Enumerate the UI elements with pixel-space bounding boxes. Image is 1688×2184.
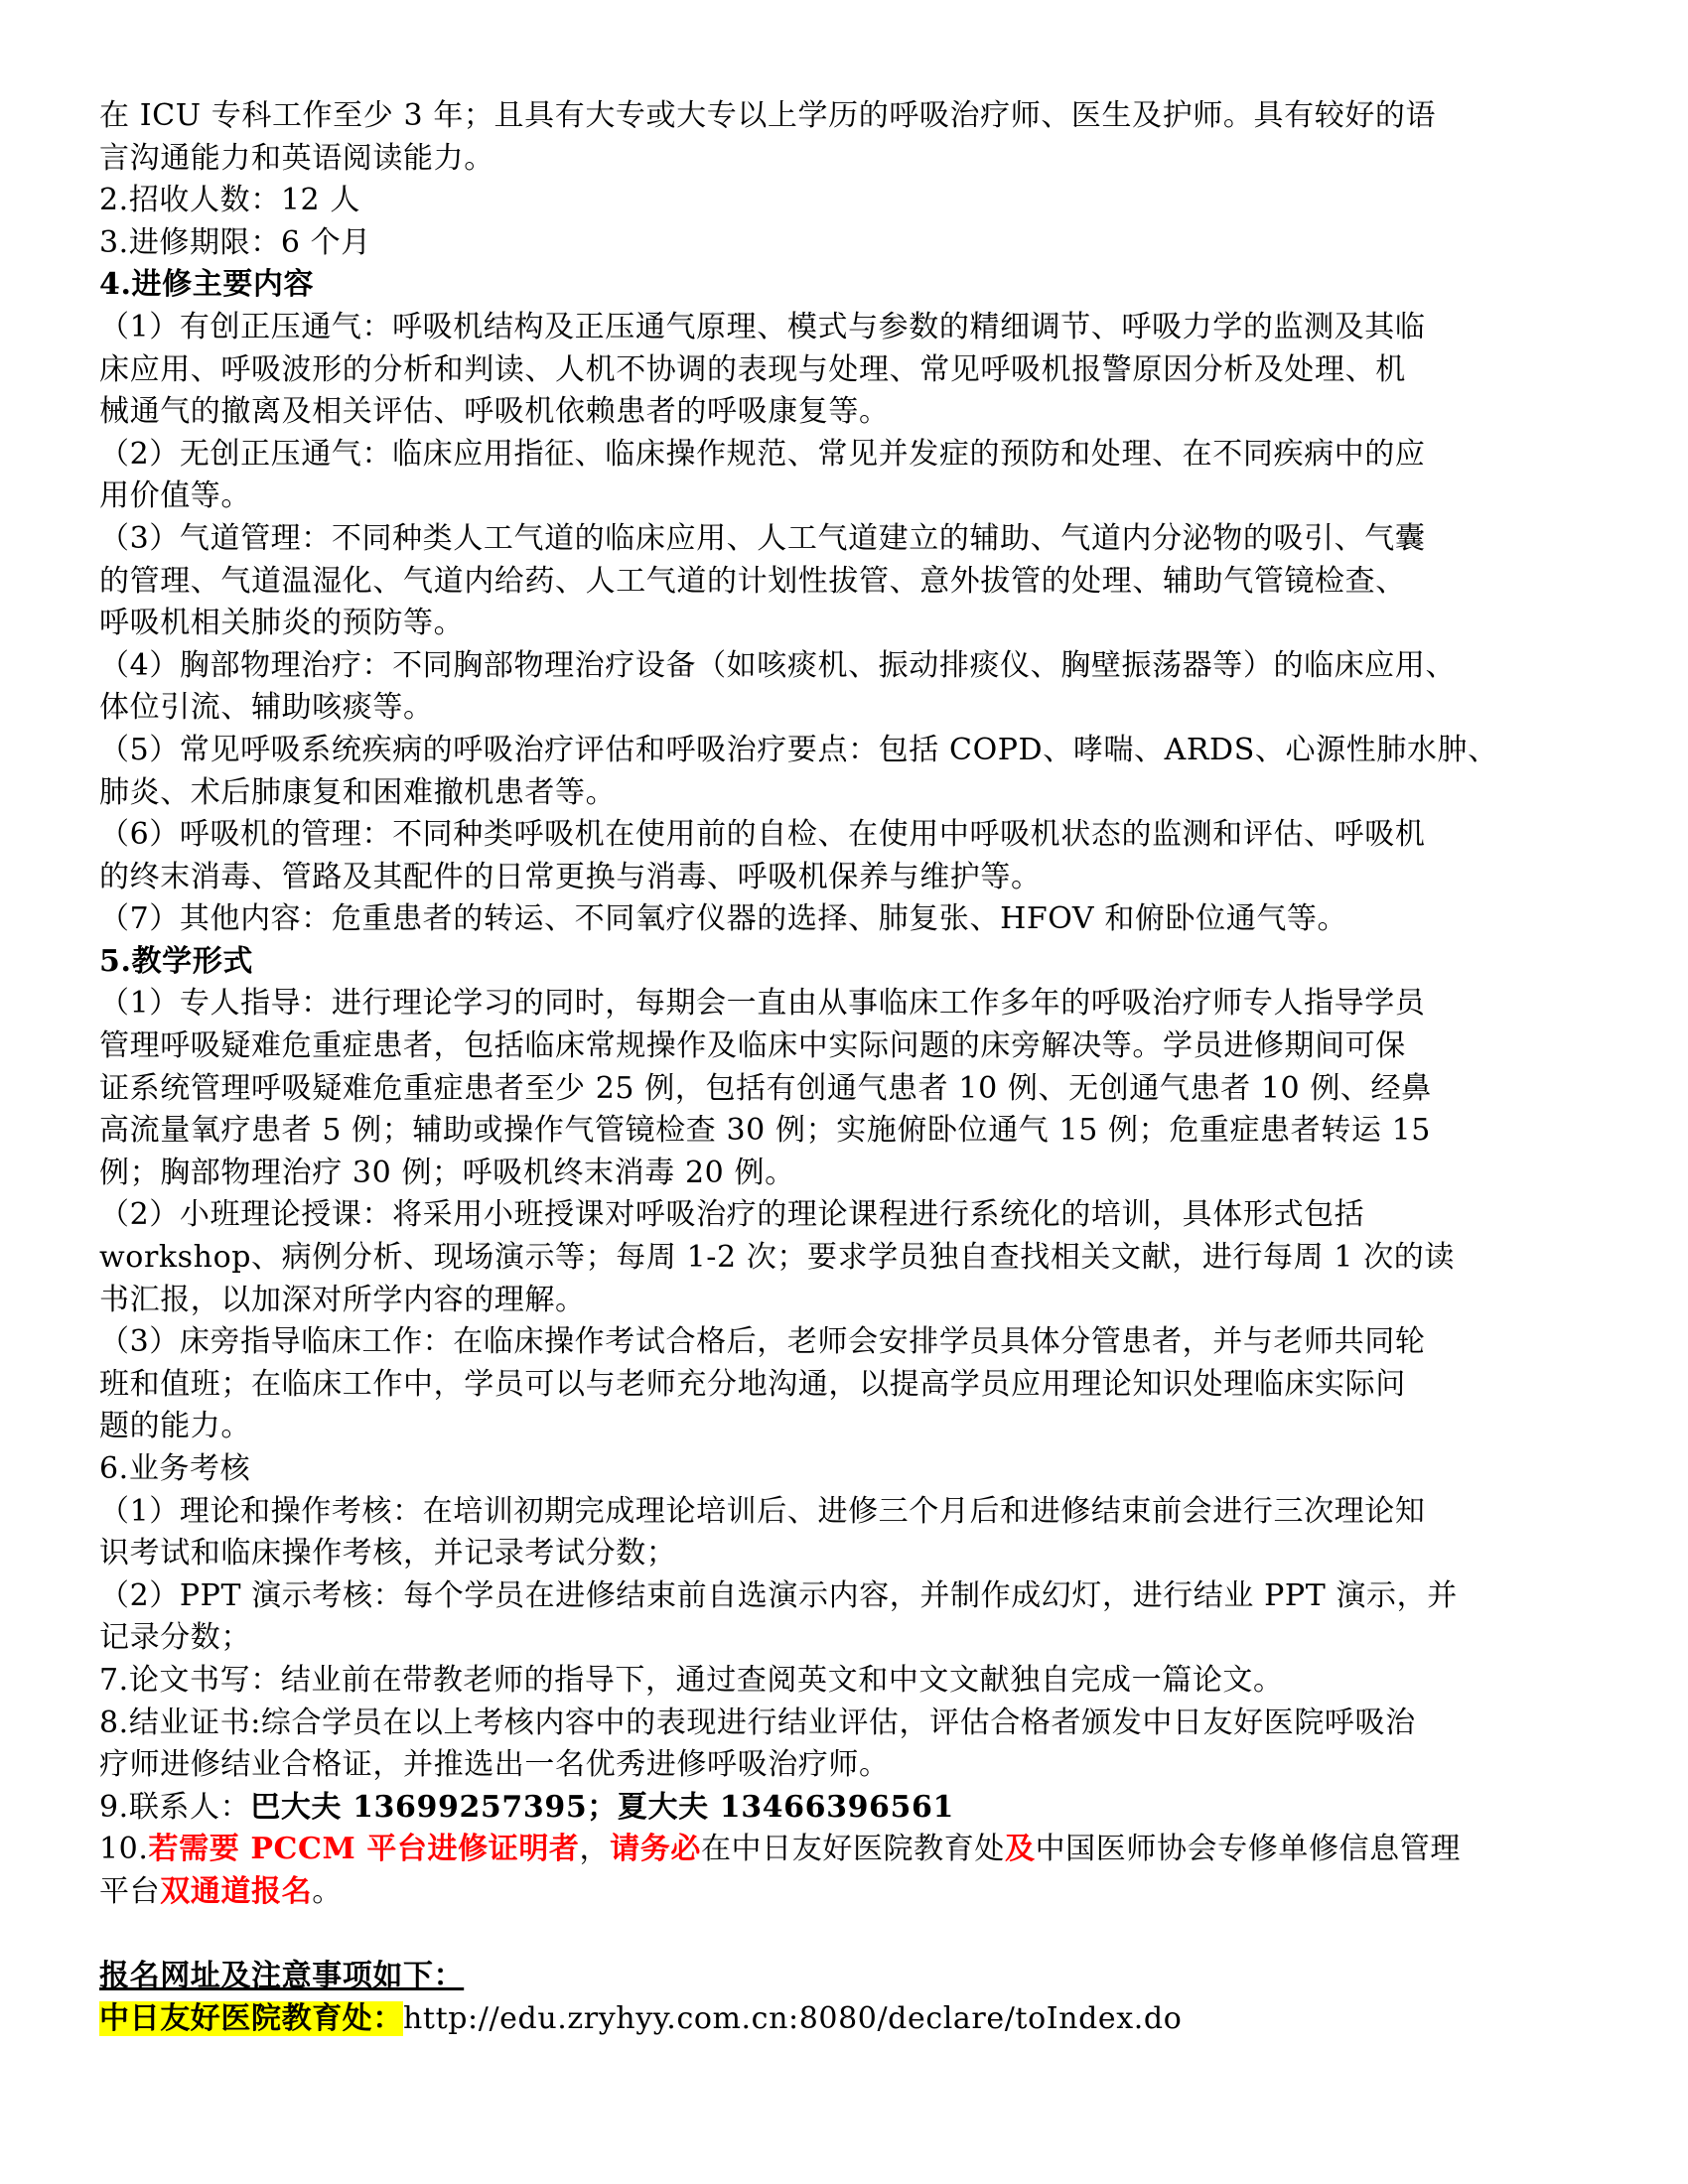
text-line: （2）无创正压通气：临床应用指征、临床操作规范、常见并发症的预防和处理、在不同疾病中的应 (99, 436, 1426, 472)
registration-red-text: 及 (1004, 1832, 1036, 1867)
site-heading-line (99, 1956, 1609, 1998)
text-line: 的终末消毒、管路及其配件的日常更换与消毒、呼吸机保养与维护等。 (99, 859, 1042, 894)
registration-text: ， (579, 1832, 611, 1867)
registration-text: 平台 (99, 1873, 161, 1909)
text-line: （5）常见呼吸系统疾病的呼吸治疗评估和呼吸治疗要点：包括 COPD、哮喘、ARDS、心源性肺水肿、 (99, 732, 1498, 767)
registration-text: 。 (312, 1873, 343, 1909)
text-line: 题的能力。 (99, 1409, 251, 1444)
text-line: 班和值班；在临床工作中，学员可以与老师充分地沟通，以提高学员应用理论知识处理临床实际问 (99, 1366, 1406, 1402)
text-line: 2.招收人数：12 人 (99, 183, 360, 218)
registration-line (99, 1829, 1609, 1871)
text-line: （6）呼吸机的管理：不同种类呼吸机在使用前的自检、在使用中呼吸机状态的监测和评估、呼吸机 (99, 817, 1426, 853)
text-line: 疗师进修结业合格证，并推选出一名优秀进修呼吸治疗师。 (99, 1747, 890, 1783)
text-line: 体位引流、辅助咳痰等。 (99, 690, 434, 726)
site-line (99, 1998, 1609, 2041)
text-line: 言沟通能力和英语阅读能力。 (99, 140, 494, 176)
text-line: 书汇报，以加深对所学内容的理解。 (99, 1282, 586, 1317)
text-line: （1）理论和操作考核：在培训初期完成理论培训后、进修三个月后和进修结束前会进行三次理论知 (99, 1493, 1426, 1529)
site-heading: 报名网址及注意事项如下： (99, 1959, 465, 1994)
registration-number: 10. (99, 1832, 149, 1867)
text-line: 识考试和临床操作考核，并记录考试分数； (99, 1536, 677, 1571)
text-line: 管理呼吸疑难危重症患者，包括临床常规操作及临床中实际问题的床旁解决等。学员进修期间可保 (99, 1028, 1406, 1064)
registration-text: 中国医师协会专修单修信息管理 (1035, 1832, 1461, 1867)
text-line: 用价值等。 (99, 478, 251, 514)
section-heading: 5.教学形式 (99, 943, 253, 979)
text-line: 的管理、气道温湿化、气道内给药、人工气道的计划性拔管、意外拔管的处理、辅助气管镜检查、 (99, 563, 1406, 599)
text-line: （2）PPT 演示考核：每个学员在进修结束前自选演示内容，并制作成幻灯，进行结业 PPT 演示，并 (99, 1577, 1458, 1613)
text-line: （1）专人指导：进行理论学习的同时，每期会一直由从事临床工作多年的呼吸治疗师专人指导学员 (99, 986, 1426, 1022)
text-line: 例；胸部物理治疗 30 例；呼吸机终末消毒 20 例。 (99, 1155, 795, 1190)
text-line: （3）气道管理：不同种类人工气道的临床应用、人工气道建立的辅助、气道内分泌物的吸引、气囊 (99, 520, 1426, 556)
contact-names: 巴大夫 13699257395；夏大夫 13466396561 (250, 1789, 954, 1825)
text-line: workshop、病例分析、现场演示等；每周 1-2 次；要求学员独自查找相关文献，进行每周 1 次的读 (99, 1240, 1455, 1276)
text-line: 床应用、呼吸波形的分析和判读、人机不协调的表现与处理、常见呼吸机报警原因分析及处理、机 (99, 351, 1406, 387)
registration-line (99, 1871, 1609, 1914)
text-line: 械通气的撤离及相关评估、呼吸机依赖患者的呼吸康复等。 (99, 394, 890, 430)
text-line: 3.进修期限：6 个月 (99, 224, 371, 260)
text-line: 记录分数； (99, 1620, 251, 1656)
text-line: （4）胸部物理治疗：不同胸部物理治疗设备（如咳痰机、振动排痰仪、胸壁振荡器等）的临床应用、 (99, 647, 1457, 683)
text-line: 6.业务考核 (99, 1451, 251, 1486)
text-line: 在 ICU 专科工作至少 3 年；且具有大专或大专以上学历的呼吸治疗师、医生及护师。具有较好的语 (99, 98, 1437, 133)
text-line: （7）其他内容：危重患者的转运、不同氧疗仪器的选择、肺复张、HFOV 和俯卧位通气等。 (99, 901, 1348, 937)
section-heading: 4.进修主要内容 (99, 267, 315, 303)
blank-line (99, 1914, 1609, 1957)
site-label: 中日友好医院教育处： (99, 2000, 403, 2036)
text-line: 肺炎、术后肺康复和困难撤机患者等。 (99, 774, 617, 810)
registration-red-text: 双通道报名 (160, 1873, 313, 1909)
text-line: 7.论文书写：结业前在带教老师的指导下，通过查阅英文和中文文献独自完成一篇论文。 (99, 1662, 1284, 1698)
text-line: 证系统管理呼吸疑难危重症患者至少 25 例，包括有创通气患者 10 例、无创通气患者 10 例、经鼻 (99, 1070, 1432, 1106)
text-line: 8.结业证书:综合学员在以上考核内容中的表现进行结业评估，评估合格者颁发中日友好医院呼吸治 (99, 1705, 1416, 1740)
text-line: （2）小班理论授课：将采用小班授课对呼吸治疗的理论课程进行系统化的培训，具体形式包括 (99, 1197, 1365, 1233)
contact-label: 9.联系人： (99, 1789, 251, 1825)
text-line: （3）床旁指导临床工作：在临床操作考试合格后，老师会安排学员具体分管患者，并与老师共同轮 (99, 1324, 1426, 1360)
registration-text: 在中日友好医院教育处 (700, 1832, 1005, 1867)
registration-red-text: 请务必 (610, 1832, 701, 1867)
document-page (99, 95, 1609, 2040)
site-url-link[interactable]: http://edu.zryhyy.com.cn:8080/declare/toIndex.do (403, 2000, 1183, 2036)
contact-line (99, 1787, 1609, 1830)
registration-red-text: 若需要 PCCM 平台进修证明者 (148, 1832, 580, 1867)
text-line: 高流量氧疗患者 5 例；辅助或操作气管镜检查 30 例；实施俯卧位通气 15 例；危重症患者转运 15 (99, 1113, 1431, 1149)
text-line: （1）有创正压通气：呼吸机结构及正压通气原理、模式与参数的精细调节、呼吸力学的监测及其临 (99, 309, 1426, 344)
text-line: 呼吸机相关肺炎的预防等。 (99, 606, 465, 641)
